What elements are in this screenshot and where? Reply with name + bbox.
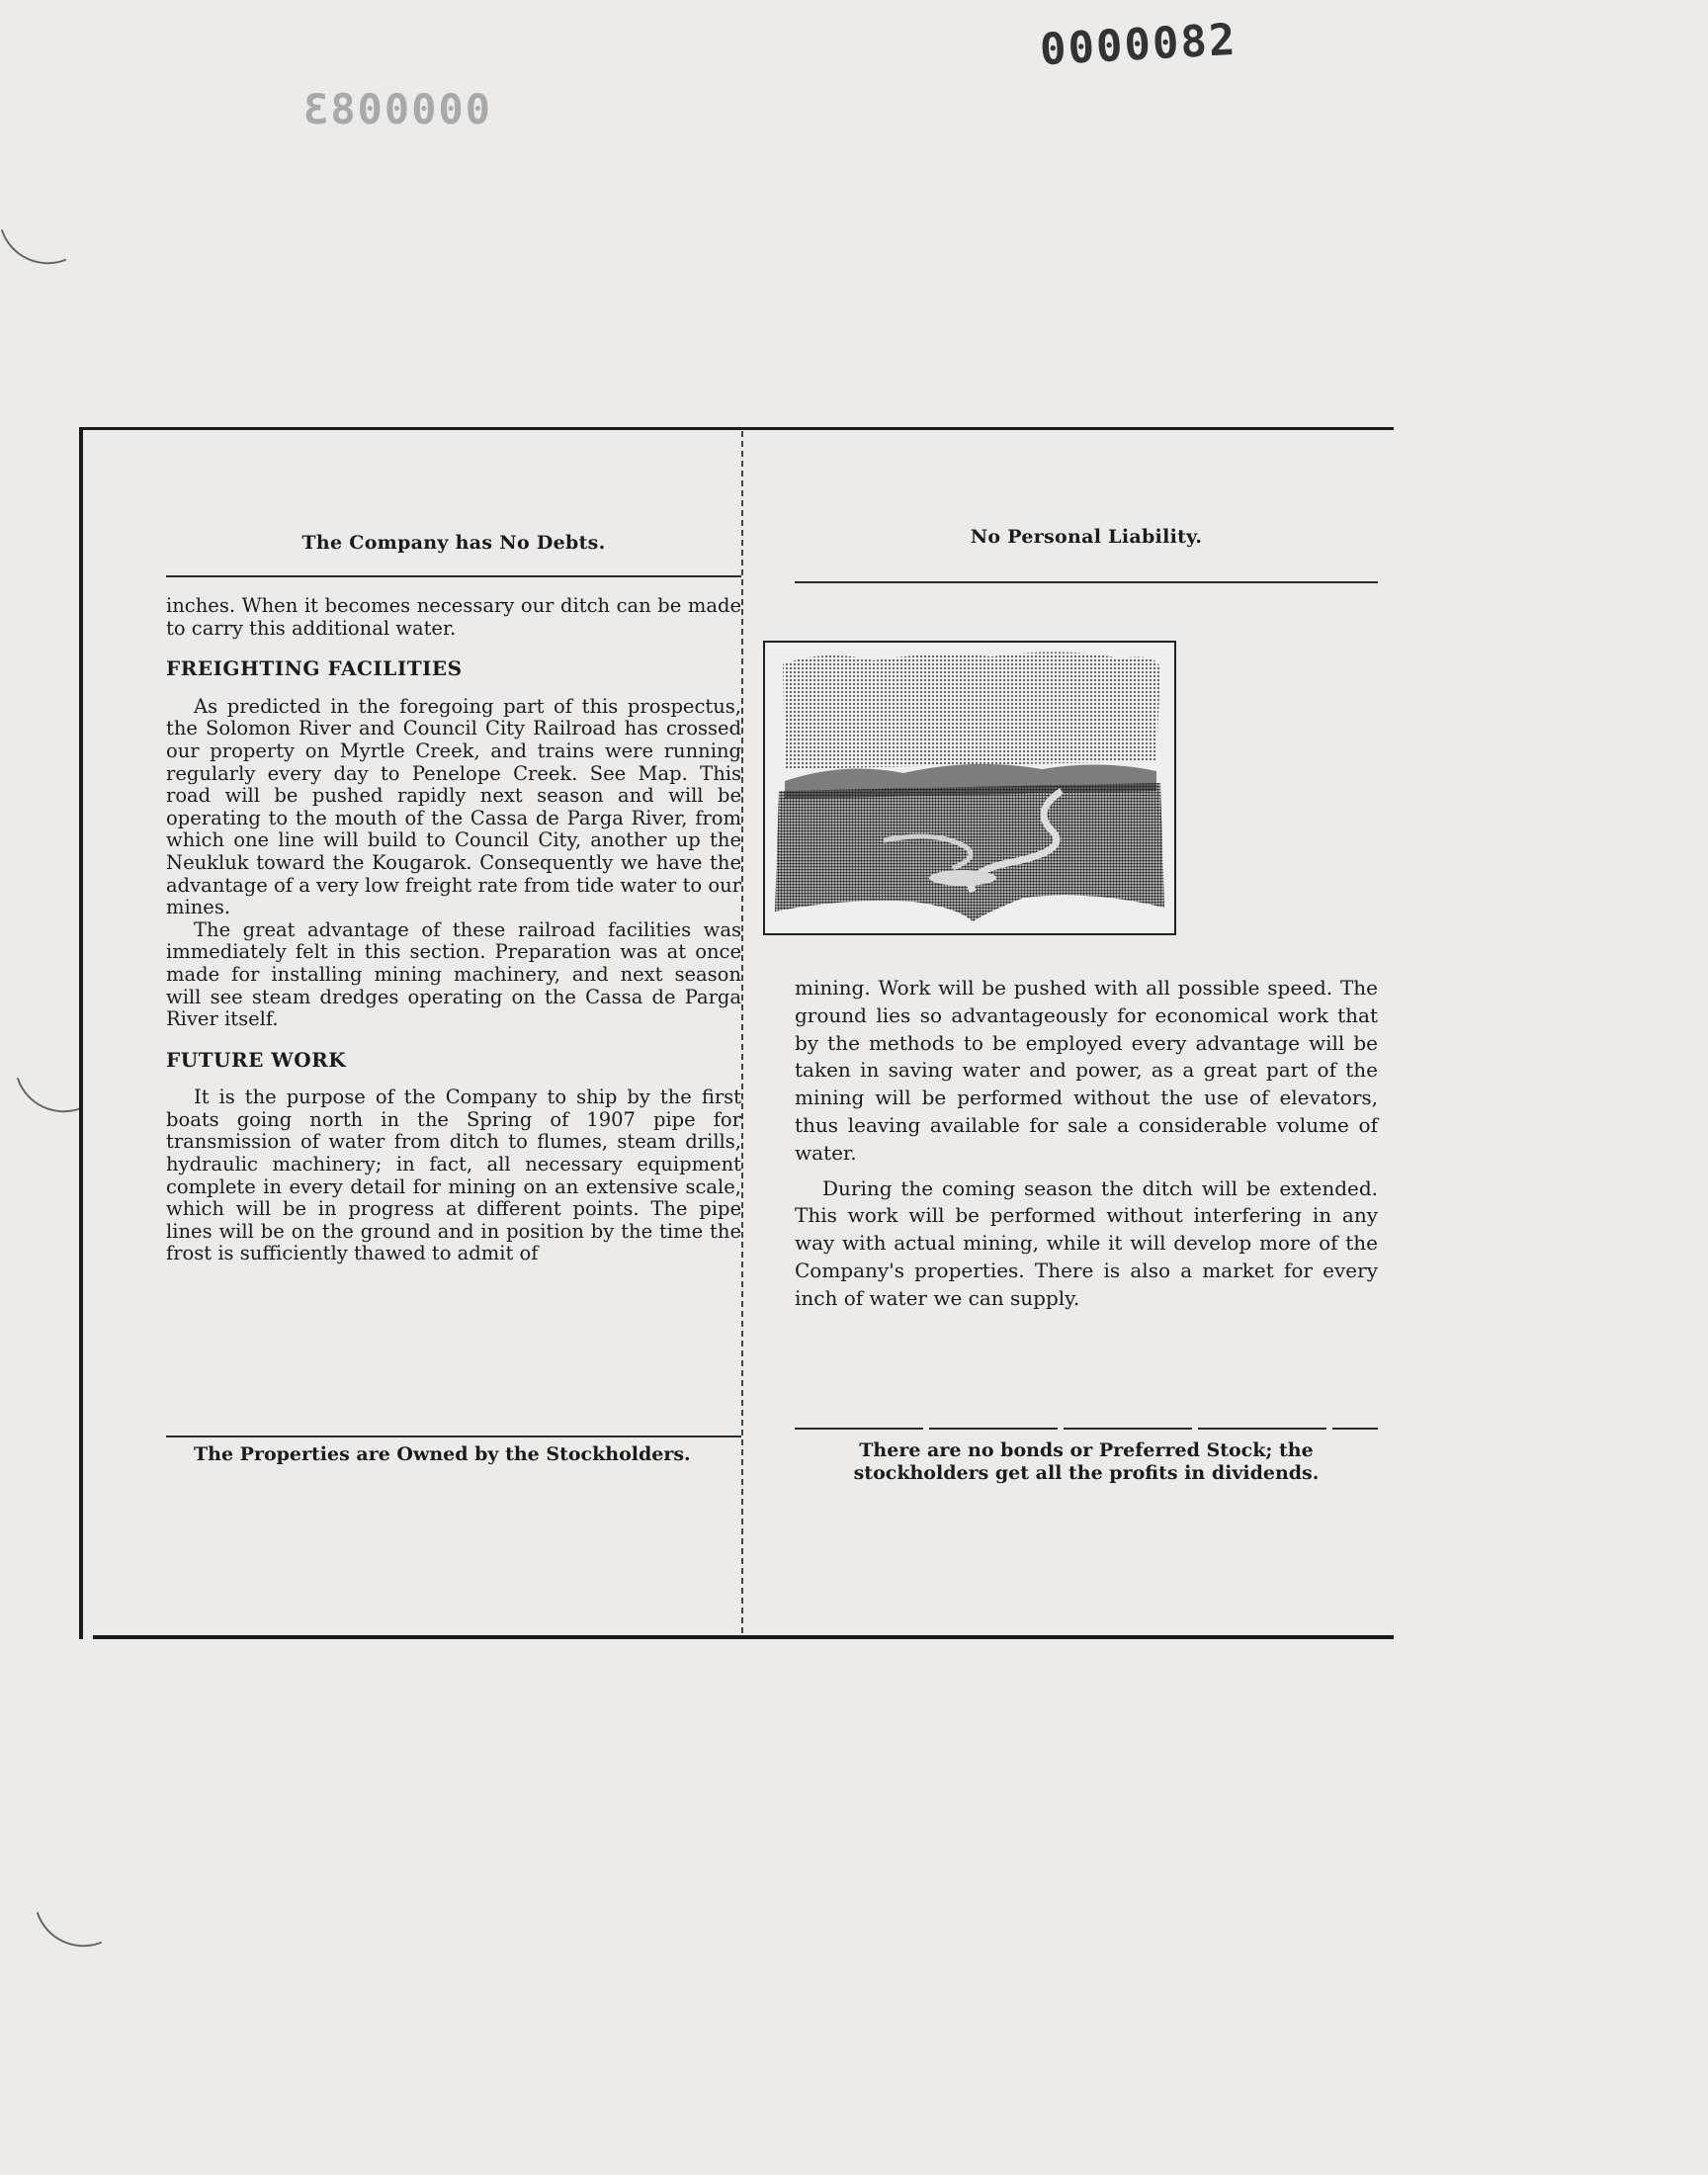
page-fold (741, 431, 743, 1635)
right-page-header: No Personal Liability. (970, 526, 1203, 548)
left-page-body (166, 595, 741, 1265)
bates-stamp: 0000082 (1038, 14, 1238, 76)
frame-left-rule (79, 427, 83, 1639)
left-footer-rule (166, 1436, 741, 1437)
right-page-footer: There are no bonds or Preferred Stock; the stockholders get all the profits in dividends. (853, 1439, 1320, 1484)
landscape-photo (763, 641, 1176, 935)
left-page-header: The Company has No Debts. (301, 532, 606, 554)
freighting-facilities-heading: FREIGHTING FACILITIES (166, 656, 463, 681)
left-header-rule (166, 575, 741, 577)
right-page-body (795, 975, 1378, 1321)
bleed-through-stamp: 0000083 (301, 85, 491, 133)
frame-top-rule (79, 427, 1394, 430)
future-work-heading: FUTURE WORK (166, 1047, 347, 1072)
continuation-text: inches. When it becomes necessary our ditch can be made to carry this additional water. (166, 594, 741, 640)
coming-season-paragraph: During the coming season the ditch will be extended. This work will be performed without interfering in any way with actual mining, while it will develop more of the Company's properties. There is also a market for every inch of water we can supply. (795, 1175, 1378, 1310)
right-footer-rule (795, 1428, 1378, 1430)
booklet-spread (79, 427, 1394, 1639)
left-page-footer: The Properties are Owned by the Stockholders. (194, 1443, 691, 1465)
frame-bottom-rule (93, 1635, 1394, 1639)
river-valley-photo-icon (765, 643, 1174, 933)
future-work-paragraph: It is the purpose of the Company to ship by the first boats going north in the Spring of 1907 pipe for transmission of water from ditch to flumes, steam drills, hydraulic machinery; in fact, all necessary equipment complete in every detail for mining on an extensive scale, which will be in progress at different points. The pipe lines will be on the ground and in position by the time the frost is sufficiently thawed to admit of (166, 1086, 741, 1265)
mining-paragraph: mining. Work will be pushed with all possible speed. The ground lies so advantageously for economical work that by the methods to be employed every advantage will be taken in saving water and power, as a great part of the mining will be performed without the use of elevators, thus leaving available for sale a considerable volume of water. (795, 976, 1378, 1165)
punch-hole-mark (37, 1895, 103, 1961)
punch-hole-mark (17, 1061, 83, 1127)
freighting-paragraph-2: The great advantage of these railroad facilities was immediately felt in this section. Preparation was at once made for installing mining machinery, and next season will see steam dredges operating on the Cassa de Parga River itself. (166, 917, 741, 1031)
punch-hole-mark (1, 213, 67, 279)
right-header-rule (795, 581, 1378, 583)
freighting-paragraph-1: As predicted in the foregoing part of this prospectus, the Solomon River and Council City Railroad has crossed our property on Myrtle Creek, and trains were running regularly every day to Penelope Creek. See Map. This road will be pushed rapidly next season and will be operating to the mouth of the Cassa de Parga River, from which one line will build to Council City, another up the Neukluk toward the Kougarok. Consequently we have the advantage of a very low freight rate from tide water to our mines. (166, 694, 741, 919)
